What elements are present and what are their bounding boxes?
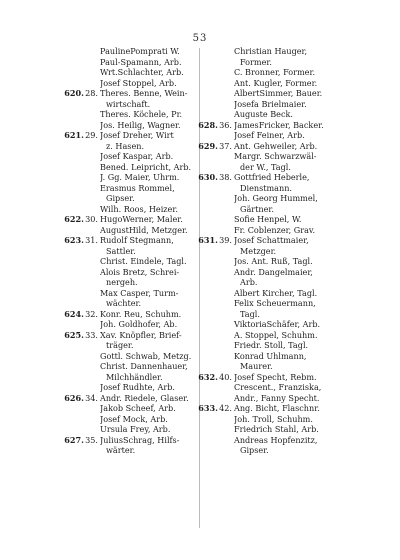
directory-entry: [64, 78, 204, 89]
directory-entry: [64, 141, 204, 152]
directory-entry: [64, 267, 204, 278]
resident-text: Josef Mock, Arb.: [100, 413, 168, 424]
resident-text: JamesFricker, Backer.: [234, 119, 324, 130]
building-number: 32.: [85, 308, 98, 319]
resident-text: Erasmus Rommel,: [100, 182, 175, 193]
building-number: 42.: [219, 403, 232, 413]
right-column: [198, 46, 338, 456]
directory-entry: [64, 414, 204, 425]
directory-entry: [64, 99, 204, 110]
directory-entry: [64, 214, 204, 225]
directory-entry: [198, 351, 338, 362]
house-number: 633.: [198, 403, 218, 413]
resident-text: ViktoriaSchäfer, Arb.: [234, 319, 321, 329]
directory-entry: [64, 403, 204, 414]
directory-entry: [198, 130, 338, 141]
resident-text: z. Hasen.: [106, 140, 145, 151]
resident-text: AugustHild, Metzger.: [100, 224, 188, 235]
directory-entry: [64, 246, 204, 257]
resident-text: Josefa Brielmaier.: [234, 98, 307, 109]
resident-text: Josef Specht, Rebm.: [234, 371, 317, 382]
directory-entry: [198, 172, 338, 183]
directory-entry: [64, 361, 204, 372]
directory-entry: [198, 298, 338, 309]
house-number: 626.: [64, 392, 84, 403]
resident-text: Friedr. Stoll, Tagl.: [234, 340, 309, 350]
resident-text: Joh. Troll, Schuhm.: [234, 413, 313, 424]
directory-entry: [198, 319, 338, 330]
directory-entry: [64, 435, 204, 446]
directory-entry: [64, 183, 204, 194]
house-number: 630.: [198, 172, 218, 182]
resident-text: wächter.: [106, 298, 142, 308]
resident-text: träger.: [106, 340, 134, 350]
resident-text: Joh. Georg Hummel,: [234, 193, 318, 203]
resident-text: der W., Tagl.: [240, 161, 291, 172]
directory-entry: [198, 246, 338, 257]
resident-text: Jos. Heilig, Wagner.: [100, 119, 181, 130]
resident-text: Josef Feiner, Arb.: [234, 130, 305, 140]
directory-entry: [64, 88, 204, 99]
house-number: 629.: [198, 140, 218, 151]
resident-text: wärter.: [106, 445, 136, 455]
house-number: 620.: [64, 88, 84, 98]
directory-entry: [198, 141, 338, 152]
building-number: 33.: [85, 329, 98, 340]
directory-entry: [198, 162, 338, 173]
directory-entry: [64, 393, 204, 404]
directory-entry: [198, 277, 338, 288]
directory-entry: [198, 67, 338, 78]
directory-entry: [198, 204, 338, 215]
resident-text: Albert Kircher, Tagl.: [234, 287, 318, 298]
directory-entry: [198, 435, 338, 446]
directory-entry: [64, 288, 204, 299]
house-number: 631.: [198, 235, 218, 245]
resident-text: C. Bronner, Former.: [234, 67, 316, 77]
building-number: 28.: [85, 88, 98, 98]
directory-entry: [64, 319, 204, 330]
directory-entry: [198, 78, 338, 89]
directory-entry: [198, 267, 338, 278]
directory-entry: [198, 214, 338, 225]
directory-entry: [64, 445, 204, 456]
resident-text: Friedrich Stahl, Arb.: [234, 424, 319, 434]
page-number: 53: [192, 33, 208, 44]
resident-text: Andr., Fanny Specht.: [234, 392, 320, 403]
house-number: 621.: [64, 130, 84, 140]
directory-entry: [198, 109, 338, 120]
directory-entry: [64, 256, 204, 267]
building-number: 31.: [85, 235, 98, 245]
house-number: 622.: [64, 214, 84, 224]
resident-text: Jakob Scheef, Arb.: [100, 403, 176, 413]
directory-entry: [64, 277, 204, 288]
directory-entry: [198, 225, 338, 236]
directory-entry: [64, 298, 204, 309]
resident-text: Josef Rudhte, Arb.: [100, 382, 175, 392]
directory-entry: [198, 361, 338, 372]
directory-entry: [64, 382, 204, 393]
resident-text: JuliusSchrag, Hilfs-: [100, 434, 180, 445]
house-number: 623.: [64, 235, 84, 245]
resident-text: Fr. Coblenzer, Grav.: [234, 224, 316, 235]
directory-entry: [198, 372, 338, 383]
resident-text: AlbertSimmer, Bauer.: [234, 88, 323, 98]
directory-entry: [64, 120, 204, 131]
building-number: 37.: [219, 140, 232, 151]
directory-entry: [198, 309, 338, 320]
resident-text: Konr. Reu, Schuhm.: [100, 308, 182, 319]
resident-text: Former.: [240, 56, 272, 67]
resident-text: Gipser.: [240, 445, 269, 455]
resident-text: Wilh. Roos, Heizer.: [100, 203, 178, 214]
resident-text: Joh. Goldhofer, Ab.: [100, 319, 178, 329]
resident-text: Maurer.: [240, 361, 273, 371]
resident-text: Gärtner.: [240, 203, 274, 214]
resident-text: Gottl. Schwab, Metzg.: [100, 350, 192, 361]
resident-text: Rudolf Stegmann,: [100, 235, 174, 245]
directory-entry: [198, 46, 338, 57]
building-number: 36.: [219, 119, 232, 130]
directory-entry: [64, 57, 204, 68]
resident-text: Sattler.: [106, 245, 136, 256]
directory-entry: [64, 151, 204, 162]
resident-text: Metzger.: [240, 245, 277, 256]
directory-entry: [198, 330, 338, 341]
building-number: 30.: [85, 214, 98, 224]
resident-text: Max Casper, Turm-: [100, 287, 179, 298]
directory-entry: [198, 340, 338, 351]
resident-text: Andr. Dangelmaier,: [234, 266, 313, 277]
building-number: 39.: [219, 235, 232, 245]
directory-entry: [198, 57, 338, 68]
resident-text: Arb.: [240, 277, 258, 287]
house-number: 627.: [64, 434, 84, 445]
resident-text: Gottfried Heberle,: [234, 172, 310, 182]
resident-text: Felix Scheuermann,: [234, 298, 316, 308]
left-column: [64, 46, 204, 456]
resident-text: J. Gg. Maier, Uhrm.: [100, 172, 180, 182]
directory-entry: [198, 288, 338, 299]
directory-entry: [198, 99, 338, 110]
building-number: 34.: [85, 392, 98, 403]
directory-entry: [198, 424, 338, 435]
resident-text: Paul-Spamann, Arb.: [100, 56, 182, 67]
building-number: 40.: [219, 371, 232, 382]
directory-entry: [64, 309, 204, 320]
directory-entry: [198, 403, 338, 414]
building-number: 38.: [219, 172, 232, 182]
directory-entry: [64, 46, 204, 57]
house-number: 625.: [64, 329, 84, 340]
resident-text: Konrad Uhlmann,: [234, 350, 307, 361]
resident-text: wirtschaft.: [106, 98, 151, 109]
resident-text: HugoWerner, Maler.: [100, 214, 183, 224]
directory-entry: [64, 172, 204, 183]
directory-entry: [64, 330, 204, 341]
directory-entry: [198, 88, 338, 99]
resident-text: A. Stoppel, Schuhm.: [234, 329, 318, 340]
directory-entry: [198, 382, 338, 393]
resident-text: Andreas Hopfenzitz,: [234, 434, 318, 445]
resident-text: Josef Dreher, Wirt: [100, 130, 174, 140]
directory-entry: [64, 67, 204, 78]
directory-entry: [198, 393, 338, 404]
resident-text: Christ. Eindele, Tagl.: [100, 256, 187, 266]
resident-text: Auguste Beck.: [234, 109, 293, 119]
resident-text: Josef Kaspar, Arb.: [100, 151, 174, 161]
directory-entry: [64, 204, 204, 215]
directory-entry: [198, 183, 338, 194]
resident-text: PaulinePomprati W.: [100, 46, 180, 56]
directory-entry: [64, 424, 204, 435]
resident-text: Dienstmann.: [240, 182, 292, 193]
directory-entry: [64, 130, 204, 141]
resident-text: Christian Hauger,: [234, 46, 308, 56]
resident-text: Jos. Ant. Ruß, Tagl.: [234, 256, 313, 266]
resident-text: Gipser.: [106, 193, 135, 203]
directory-entry: [64, 372, 204, 383]
resident-text: Ang. Bicht, Flaschnr.: [234, 403, 320, 413]
directory-entry: [198, 256, 338, 267]
resident-text: Christ. Dannenhauer,: [100, 361, 188, 371]
directory-entry: [198, 235, 338, 246]
building-number: 35.: [85, 434, 98, 445]
directory-entry: [198, 414, 338, 425]
directory-entry: [64, 109, 204, 120]
resident-text: Bened. Leipricht, Arb.: [100, 161, 192, 172]
resident-text: Milchhändler.: [106, 371, 163, 382]
house-number: 624.: [64, 308, 84, 319]
building-number: 29.: [85, 130, 98, 140]
directory-entry: [198, 193, 338, 204]
resident-text: Josef Stoppel, Arb.: [100, 77, 177, 88]
resident-text: Wrt.Schlachter, Arb.: [100, 67, 184, 77]
resident-text: Josef Schattmaier,: [234, 235, 309, 245]
house-number: 628.: [198, 119, 218, 130]
directory-entry: [64, 340, 204, 351]
resident-text: Sofie Henpel, W.: [234, 214, 302, 224]
directory-entry: [64, 351, 204, 362]
directory-entry: [198, 120, 338, 131]
resident-text: Alois Bretz, Schrei-: [100, 266, 180, 277]
house-number: 632.: [198, 371, 218, 382]
directory-entry: [64, 225, 204, 236]
resident-text: Andr. Riedele, Glaser.: [100, 392, 189, 403]
resident-text: Ant. Kugler, Former.: [234, 77, 318, 88]
resident-text: Theres. Köchele, Pr.: [100, 109, 183, 119]
directory-entry: [198, 151, 338, 162]
resident-text: Tagl.: [240, 308, 260, 319]
directory-entry: [198, 445, 338, 456]
directory-entry: [64, 235, 204, 246]
resident-text: Crescent., Franziska,: [234, 382, 322, 392]
resident-text: Ant. Gehweiler, Arb.: [234, 140, 318, 151]
resident-text: Xav. Knöpfler, Brief-: [100, 329, 182, 340]
directory-entry: [64, 193, 204, 204]
resident-text: Margr. Schwarzwäl-: [234, 151, 317, 161]
resident-text: Ursula Frey, Arb.: [100, 424, 171, 434]
directory-entry: [64, 162, 204, 173]
resident-text: nergeh.: [106, 277, 138, 287]
resident-text: Theres. Benne, Wein-: [100, 88, 188, 98]
